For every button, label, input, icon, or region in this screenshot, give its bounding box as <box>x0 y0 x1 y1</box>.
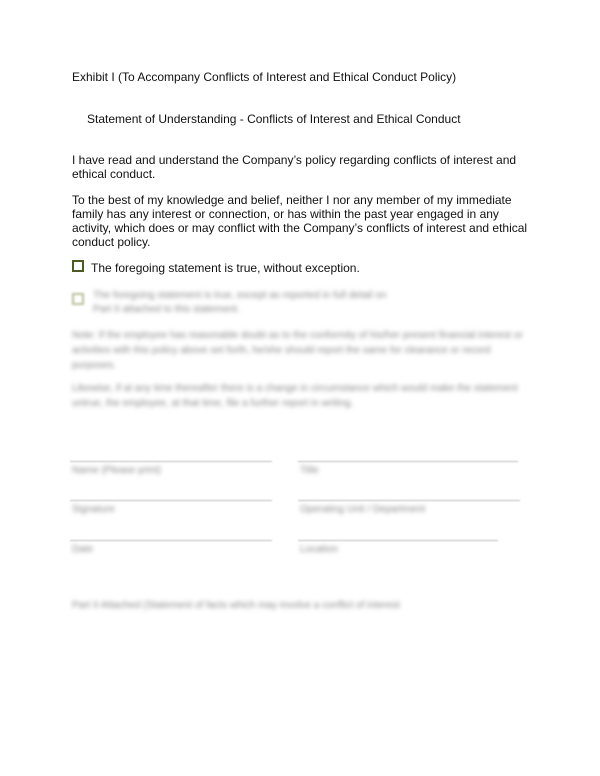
option-with-exception-line1: The foregoing statement is true, except as reported in full detail on <box>93 290 387 301</box>
option-with-exception-label <box>93 289 493 317</box>
option-no-exception-label: The foregoing statement is true, without exception. <box>91 261 360 275</box>
part-two-heading: Part II Attached (Statement of facts which may involve a conflict of interest <box>72 600 400 611</box>
option-no-exception-checkbox[interactable] <box>72 260 84 272</box>
date-line <box>70 540 272 541</box>
note-paragraph: Note: If the employee has reasonable doubt as to the conformity of his/her present financial interest or activities with this policy above set forth, he/she should report the same for clearance or record purposes. <box>72 330 523 371</box>
name-line <box>70 461 272 462</box>
option-with-exception-line2: Part II attached to this statement. <box>93 304 240 315</box>
paragraph-understand: I have read and understand the Company’s policy regarding conflicts of interest and ethical conduct. <box>72 153 517 181</box>
option-with-exception-checkbox[interactable] <box>72 293 84 305</box>
signature-field-label: Signature <box>72 504 115 515</box>
unit-line <box>298 500 520 501</box>
likewise-paragraph: Likewise, if at any time thereafter there is a change in circumstance which would make the statement untrue, the employee, at that time, file a further report in writing. <box>72 383 518 409</box>
location-field-label: Location <box>300 544 338 555</box>
statement-title: Statement of Understanding - Conflicts of Interest and Ethical Conduct <box>87 112 461 126</box>
title-line <box>298 461 518 462</box>
signature-line <box>70 500 272 501</box>
title-field-label: Title <box>300 465 319 476</box>
name-field-label: Name (Please print) <box>72 465 161 476</box>
location-line <box>298 540 498 541</box>
paragraph-declaration: To the best of my knowledge and belief, neither I nor any member of my immediate family has any interest or connection, or has within the past year engaged in any activity, which does or may conflict with the Company’s conflicts of interest and ethical conduct policy. <box>72 193 528 249</box>
date-field-label: Date <box>72 544 94 555</box>
unit-field-label: Operating Unit / Department <box>300 504 426 515</box>
exhibit-title: Exhibit I (To Accompany Conflicts of Interest and Ethical Conduct Policy) <box>72 70 457 84</box>
